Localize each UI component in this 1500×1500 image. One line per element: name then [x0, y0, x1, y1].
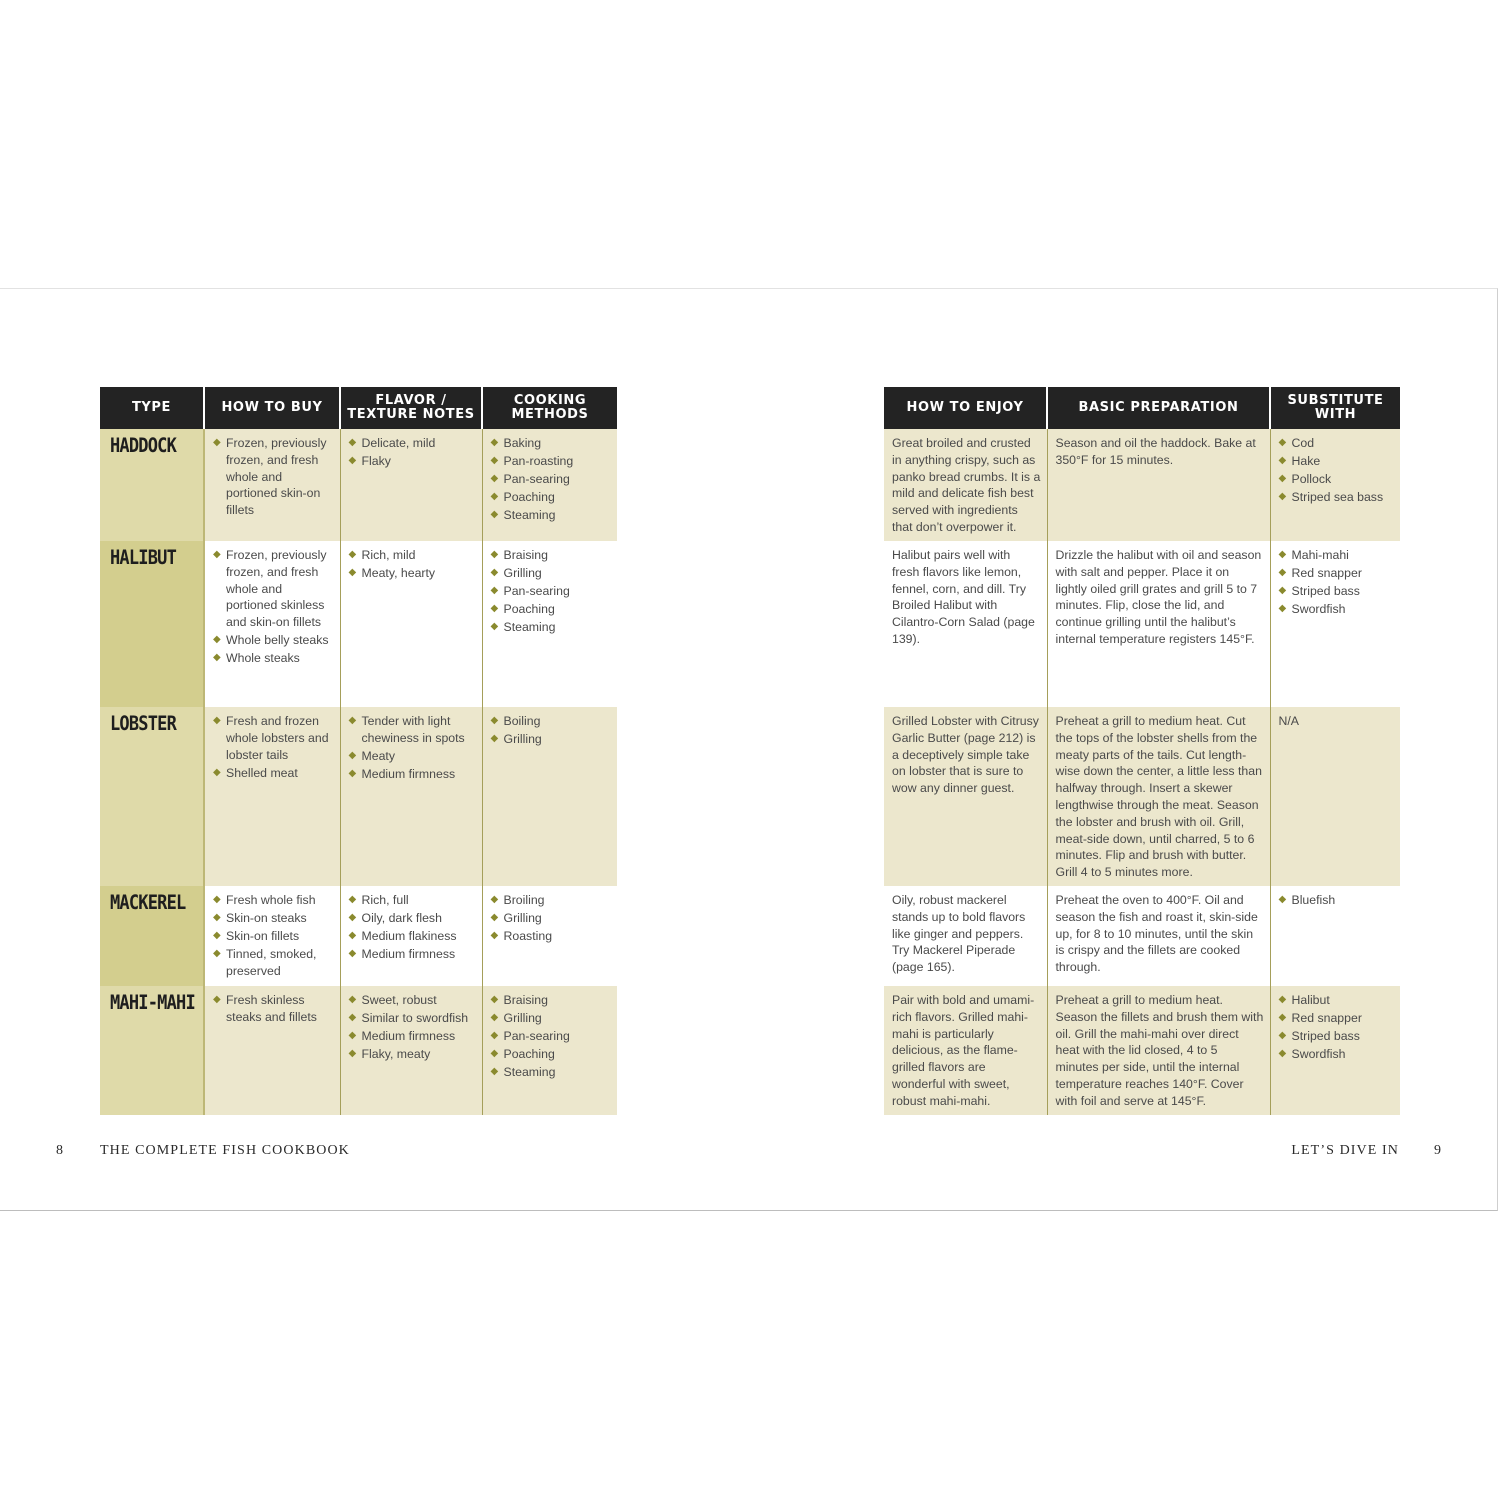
list-item-text: Oily, dark flesh: [361, 910, 442, 925]
running-footer-right: LET’S DIVE IN: [1291, 1143, 1399, 1158]
diamond-bullet-icon: ◆: [213, 634, 221, 646]
list-item: [491, 583, 612, 600]
list-item-text: Fresh whole fish: [226, 893, 316, 907]
list-item-text: Red snapper: [1291, 565, 1362, 580]
page-number-right: 9: [1434, 1143, 1443, 1158]
list-item-text: Cod: [1291, 436, 1315, 450]
header-row: [884, 387, 1400, 429]
list-item: [491, 910, 612, 927]
flavor-cell: [340, 541, 482, 707]
list-item: [491, 507, 612, 524]
table-row: [100, 541, 617, 707]
diamond-bullet-icon: ◆: [348, 566, 357, 578]
flavor-list: [349, 547, 476, 582]
list-item: [491, 453, 612, 470]
list-item: [213, 435, 334, 519]
diamond-bullet-icon: ◆: [490, 454, 499, 466]
list-item-text: Broiling: [503, 893, 545, 907]
diamond-bullet-icon: ◆: [1278, 549, 1287, 560]
list-item: [491, 1010, 612, 1027]
list-item-text: Striped bass: [1291, 1028, 1360, 1043]
fish-type-cell: [100, 886, 204, 986]
list-item: [1279, 1046, 1395, 1063]
list-item: [349, 435, 476, 452]
diamond-bullet-icon: ◆: [213, 911, 221, 923]
substitute-cell: [1270, 429, 1400, 541]
header-row: [100, 387, 617, 429]
list-item-text: Pan-roasting: [503, 453, 574, 468]
diamond-bullet-icon: ◆: [490, 508, 499, 520]
how-to-enjoy-cell: Oily, robust mackerel stands up to bold flavors like ginger and peppers. Try Mackerel Piperade (page 165).: [884, 886, 1047, 986]
flavor-cell: [340, 707, 482, 886]
page-number-left: 8: [56, 1143, 65, 1158]
list-item-text: Swordfish: [1291, 601, 1346, 616]
list-item-text: Steaming: [503, 1064, 556, 1079]
diamond-bullet-icon: ◆: [1278, 472, 1287, 484]
substitute-list: [1279, 435, 1395, 506]
list-item: [491, 713, 612, 730]
diamond-bullet-icon: ◆: [348, 929, 357, 941]
list-item: [213, 910, 334, 927]
diamond-bullet-icon: ◆: [490, 602, 499, 614]
diamond-bullet-icon: ◆: [1278, 1029, 1287, 1041]
list-item: [349, 547, 476, 564]
methods-cell: [482, 707, 617, 886]
diamond-bullet-icon: ◆: [1278, 490, 1287, 502]
list-item-text: Tinned, smoked, preserved: [226, 946, 317, 978]
list-item: [349, 910, 476, 927]
diamond-bullet-icon: ◆: [348, 437, 357, 448]
diamond-bullet-icon: ◆: [1278, 1047, 1287, 1059]
list-item: [213, 892, 334, 909]
diamond-bullet-icon: ◆: [490, 620, 499, 632]
fish-name: HADDOCK: [110, 434, 177, 458]
substitute-cell: [1270, 886, 1400, 986]
header-substitute-with: SUBSTITUTE WITH: [1270, 387, 1400, 429]
diamond-bullet-icon: ◆: [490, 549, 499, 560]
fish-name: LOBSTER: [110, 712, 177, 736]
methods-cell: [482, 541, 617, 707]
header-cooking-methods: COOKING METHODS: [482, 387, 617, 429]
list-item-text: Fresh and frozen whole lobsters and lobster tails: [226, 714, 329, 762]
how-to-buy-list: [213, 992, 334, 1026]
diamond-bullet-icon: ◆: [348, 1011, 357, 1023]
basic-preparation-cell: Preheat a grill to medium heat. Cut the tops of the lobster shells from the meaty parts of the tails. Cut length-wise down the center, a little less than halfway through. Insert a skewer lengthwise through the meat. Season the lobster and brush with oil. Grill, meat-side down, until charred, 5 to 6 minutes. Flip and brush with butter. Grill 4 to 5 minutes more.: [1047, 707, 1270, 886]
flavor-cell: [340, 886, 482, 986]
list-item: [1279, 565, 1395, 582]
list-item: [491, 547, 612, 564]
list-item-text: Rich, mild: [361, 548, 416, 562]
list-item-text: Baking: [503, 436, 542, 450]
list-item: [349, 892, 476, 909]
diamond-bullet-icon: ◆: [1278, 1011, 1287, 1023]
header-how-to-enjoy: HOW TO ENJOY: [884, 387, 1047, 429]
diamond-bullet-icon: ◆: [1278, 454, 1287, 466]
list-item: [491, 435, 612, 452]
diamond-bullet-icon: ◆: [490, 929, 499, 941]
diamond-bullet-icon: ◆: [348, 549, 357, 560]
list-item: [349, 565, 476, 582]
basic-preparation-cell: Season and oil the haddock. Bake at 350°F for 15 minutes.: [1047, 429, 1270, 541]
list-item: [1279, 489, 1395, 506]
list-item-text: Bluefish: [1291, 893, 1336, 907]
how-to-buy-list: [213, 892, 334, 980]
list-item: [1279, 435, 1395, 452]
how-to-buy-cell: [204, 986, 340, 1115]
diamond-bullet-icon: ◆: [348, 994, 357, 1005]
fish-type-cell: [100, 429, 204, 541]
list-item: [491, 565, 612, 582]
fish-type-cell: [100, 707, 204, 886]
list-item: [1279, 583, 1395, 600]
fish-name: HALIBUT: [110, 546, 177, 570]
list-item-text: Braising: [503, 993, 548, 1007]
table-row: [100, 429, 617, 541]
diamond-bullet-icon: ◆: [348, 894, 357, 905]
list-item: [213, 928, 334, 945]
basic-preparation-cell: Preheat the oven to 400°F. Oil and season the fish and roast it, skin-side up, for 8 to 10 minutes, until the skin is crispy and the fillets are cooked through.: [1047, 886, 1270, 986]
list-item: [1279, 1010, 1395, 1027]
list-item-text: Roasting: [503, 928, 553, 943]
how-to-buy-cell: [204, 707, 340, 886]
diamond-bullet-icon: ◆: [348, 947, 357, 959]
diamond-bullet-icon: ◆: [490, 1047, 499, 1059]
list-item: [213, 992, 334, 1026]
cooking-methods-list: [491, 547, 612, 636]
list-item-text: Poaching: [503, 601, 555, 616]
list-item: [213, 632, 334, 649]
list-item-text: Whole steaks: [226, 651, 300, 666]
how-to-buy-list: [213, 713, 334, 781]
diamond-bullet-icon: ◆: [1278, 894, 1287, 905]
table-row: [884, 429, 1400, 541]
fish-name: MAHI-MAHI: [110, 991, 195, 1015]
how-to-buy-cell: [204, 541, 340, 707]
list-item: [491, 601, 612, 618]
diamond-bullet-icon: ◆: [213, 715, 221, 726]
cooking-methods-list: [491, 435, 612, 524]
flavor-cell: [340, 986, 482, 1115]
diamond-bullet-icon: ◆: [1278, 602, 1287, 614]
how-to-enjoy-cell: Halibut pairs well with fresh flavors like lemon, fennel, corn, and dill. Try Broiled Halibut with Cilantro-Corn Salad (page 139).: [884, 541, 1047, 707]
flavor-list: [349, 992, 476, 1063]
list-item: [213, 946, 334, 980]
list-item: [213, 547, 334, 631]
diamond-bullet-icon: ◆: [490, 994, 499, 1005]
flavor-list: [349, 713, 476, 783]
fish-name: MACKEREL: [110, 891, 186, 915]
diamond-bullet-icon: ◆: [490, 584, 499, 596]
list-item-text: Fresh skinless steaks and fillets: [226, 993, 317, 1024]
list-item: [1279, 892, 1395, 909]
flavor-cell: [340, 429, 482, 541]
substitute-list: [1279, 892, 1395, 909]
diamond-bullet-icon: ◆: [490, 490, 499, 502]
how-to-buy-list: [213, 435, 334, 519]
diamond-bullet-icon: ◆: [213, 929, 221, 941]
substitute-cell: [1270, 986, 1400, 1115]
cooking-methods-list: [491, 713, 612, 748]
list-item: [213, 713, 334, 763]
list-item: [349, 946, 476, 963]
running-footer-left: THE COMPLETE FISH COOKBOOK: [100, 1143, 350, 1158]
list-item-text: Hake: [1291, 453, 1321, 468]
header-flavor-texture: FLAVOR / TEXTURE NOTES: [340, 387, 482, 429]
how-to-enjoy-cell: Pair with bold and umami-rich flavors. Grilled mahi-mahi is particularly delicious, as the flame-grilled flavors are wonderful with sweet, robust mahi-mahi.: [884, 986, 1047, 1115]
list-item-text: Frozen, previously frozen, and fresh whole and portioned skinless and skin-on fillets: [226, 548, 327, 630]
list-item-text: Rich, full: [361, 893, 409, 907]
list-item: [349, 928, 476, 945]
list-item-text: Delicate, mild: [361, 436, 436, 450]
table-row: [884, 541, 1400, 707]
diamond-bullet-icon: ◆: [1278, 994, 1287, 1005]
list-item-text: Pan-searing: [503, 583, 570, 598]
how-to-enjoy-cell: Great broiled and crusted in anything crispy, such as panko bread crumbs. It is a mild and delicate fish best served with ingredients that don’t overpower it.: [884, 429, 1047, 541]
cooking-methods-list: [491, 992, 612, 1081]
list-item: [213, 765, 334, 782]
substitute-list: [1279, 992, 1395, 1063]
list-item-text: Pan-searing: [503, 471, 570, 486]
diamond-bullet-icon: ◆: [348, 767, 357, 779]
list-item-text: Pan-searing: [503, 1028, 570, 1043]
list-item-text: Sweet, robust: [361, 993, 437, 1007]
list-item: [491, 619, 612, 636]
diamond-bullet-icon: ◆: [1278, 566, 1287, 578]
how-to-buy-cell: [204, 429, 340, 541]
list-item-text: Grilling: [503, 910, 542, 925]
substitute-cell: [1270, 541, 1400, 707]
diamond-bullet-icon: ◆: [490, 472, 499, 484]
how-to-enjoy-cell: Grilled Lobster with Citrusy Garlic Butter (page 212) is a deceptively simple take on lobster that is sure to wow any dinner guest.: [884, 707, 1047, 886]
list-item: [491, 1046, 612, 1063]
table-row: [884, 886, 1400, 986]
diamond-bullet-icon: ◆: [213, 437, 221, 448]
list-item: [213, 650, 334, 667]
list-item: [491, 1064, 612, 1081]
diamond-bullet-icon: ◆: [490, 715, 499, 726]
list-item: [491, 1028, 612, 1045]
list-item-text: Whole belly steaks: [226, 633, 329, 648]
list-item-text: Poaching: [503, 489, 555, 504]
list-item-text: Steaming: [503, 619, 556, 634]
fish-type-cell: [100, 986, 204, 1115]
diamond-bullet-icon: ◆: [213, 549, 221, 560]
list-item-text: Grilling: [503, 1010, 542, 1025]
list-item-text: Striped bass: [1291, 583, 1360, 598]
table-row: [100, 986, 617, 1115]
fish-table-right: [884, 387, 1400, 1115]
list-item: [349, 748, 476, 765]
list-item-text: Braising: [503, 548, 548, 562]
list-item: [1279, 471, 1395, 488]
list-item: [349, 1010, 476, 1027]
list-item-text: Similar to swordfish: [361, 1010, 469, 1025]
substitute-cell: [1270, 707, 1400, 886]
fish-table-left: [100, 387, 617, 1115]
list-item: [491, 892, 612, 909]
list-item-text: Halibut: [1291, 993, 1330, 1007]
diamond-bullet-icon: ◆: [490, 732, 499, 744]
diamond-bullet-icon: ◆: [348, 715, 357, 726]
list-item-text: Swordfish: [1291, 1046, 1346, 1061]
list-item-text: Frozen, previously frozen, and fresh whole and portioned skin-on fillets: [226, 436, 327, 518]
list-item-text: Medium flakiness: [361, 928, 457, 943]
list-item: [491, 731, 612, 748]
list-item-text: Tender with light chewiness in spots: [361, 714, 465, 745]
table-row: [100, 886, 617, 986]
header-basic-preparation: BASIC PREPARATION: [1047, 387, 1270, 429]
list-item: [491, 928, 612, 945]
list-item: [1279, 992, 1395, 1009]
diamond-bullet-icon: ◆: [490, 437, 499, 448]
list-item-text: Poaching: [503, 1046, 555, 1061]
header-type: TYPE: [100, 387, 204, 429]
table-row: [884, 707, 1400, 886]
list-item-text: Grilling: [503, 565, 542, 580]
list-item-text: Meaty: [361, 748, 395, 763]
diamond-bullet-icon: ◆: [1278, 437, 1287, 448]
list-item-text: Flaky: [361, 453, 391, 468]
list-item: [1279, 601, 1395, 618]
methods-cell: [482, 429, 617, 541]
list-item-text: Medium firmness: [361, 766, 456, 781]
diamond-bullet-icon: ◆: [213, 947, 221, 959]
list-item-text: Flaky, meaty: [361, 1046, 431, 1061]
list-item: [349, 713, 476, 747]
methods-cell: [482, 986, 617, 1115]
list-item: [1279, 453, 1395, 470]
fish-type-cell: [100, 541, 204, 707]
list-item-text: Shelled meat: [226, 765, 298, 780]
list-item-text: Skin-on steaks: [226, 910, 307, 925]
list-item-text: Grilling: [503, 731, 542, 746]
methods-cell: [482, 886, 617, 986]
diamond-bullet-icon: ◆: [490, 894, 499, 905]
list-item-text: Boiling: [503, 714, 541, 728]
list-item-text: Skin-on fillets: [226, 928, 300, 943]
diamond-bullet-icon: ◆: [348, 749, 357, 761]
basic-preparation-cell: Drizzle the halibut with oil and season with salt and pepper. Place it on lightly oiled grill grates and grill 5 to 7 minutes. Flip, close the lid, and continue grilling until the halibut’s internal temperature registers 145°F.: [1047, 541, 1270, 707]
diamond-bullet-icon: ◆: [213, 994, 221, 1005]
how-to-buy-list: [213, 547, 334, 667]
diamond-bullet-icon: ◆: [213, 766, 221, 778]
list-item: [349, 1028, 476, 1045]
diamond-bullet-icon: ◆: [490, 1065, 499, 1077]
list-item: [491, 489, 612, 506]
diamond-bullet-icon: ◆: [348, 1029, 357, 1041]
substitute-text: N/A: [1278, 714, 1299, 728]
list-item-text: Striped sea bass: [1291, 489, 1384, 504]
list-item: [491, 471, 612, 488]
cooking-methods-list: [491, 892, 612, 945]
list-item-text: Medium firmness: [361, 1028, 456, 1043]
list-item: [349, 766, 476, 783]
flavor-list: [349, 435, 476, 470]
list-item: [1279, 1028, 1395, 1045]
flavor-list: [349, 892, 476, 963]
list-item: [491, 992, 612, 1009]
list-item: [349, 1046, 476, 1063]
basic-preparation-cell: Preheat a grill to medium heat. Season the fillets and brush them with oil. Grill the mahi-mahi over direct heat with the lid closed, 4 to 5 minutes per side, until the internal temperature reaches 140°F. Cover with foil and serve at 145°F.: [1047, 986, 1270, 1115]
list-item: [349, 992, 476, 1009]
substitute-list: [1279, 547, 1395, 618]
list-item-text: Mahi-mahi: [1291, 548, 1349, 562]
diamond-bullet-icon: ◆: [348, 911, 357, 923]
diamond-bullet-icon: ◆: [490, 911, 499, 923]
list-item-text: Pollock: [1291, 471, 1332, 486]
list-item-text: Meaty, hearty: [361, 565, 436, 580]
diamond-bullet-icon: ◆: [213, 894, 221, 905]
header-how-to-buy: HOW TO BUY: [204, 387, 340, 429]
diamond-bullet-icon: ◆: [490, 1011, 499, 1023]
diamond-bullet-icon: ◆: [348, 454, 357, 466]
diamond-bullet-icon: ◆: [490, 1029, 499, 1041]
table-row: [884, 986, 1400, 1115]
diamond-bullet-icon: ◆: [1278, 584, 1287, 596]
how-to-buy-cell: [204, 886, 340, 986]
diamond-bullet-icon: ◆: [490, 566, 499, 578]
diamond-bullet-icon: ◆: [348, 1047, 357, 1059]
list-item-text: Red snapper: [1291, 1010, 1362, 1025]
table-row: [100, 707, 617, 886]
list-item: [349, 453, 476, 470]
diamond-bullet-icon: ◆: [213, 652, 221, 664]
list-item-text: Medium firmness: [361, 946, 456, 961]
list-item: [1279, 547, 1395, 564]
list-item-text: Steaming: [503, 507, 556, 522]
